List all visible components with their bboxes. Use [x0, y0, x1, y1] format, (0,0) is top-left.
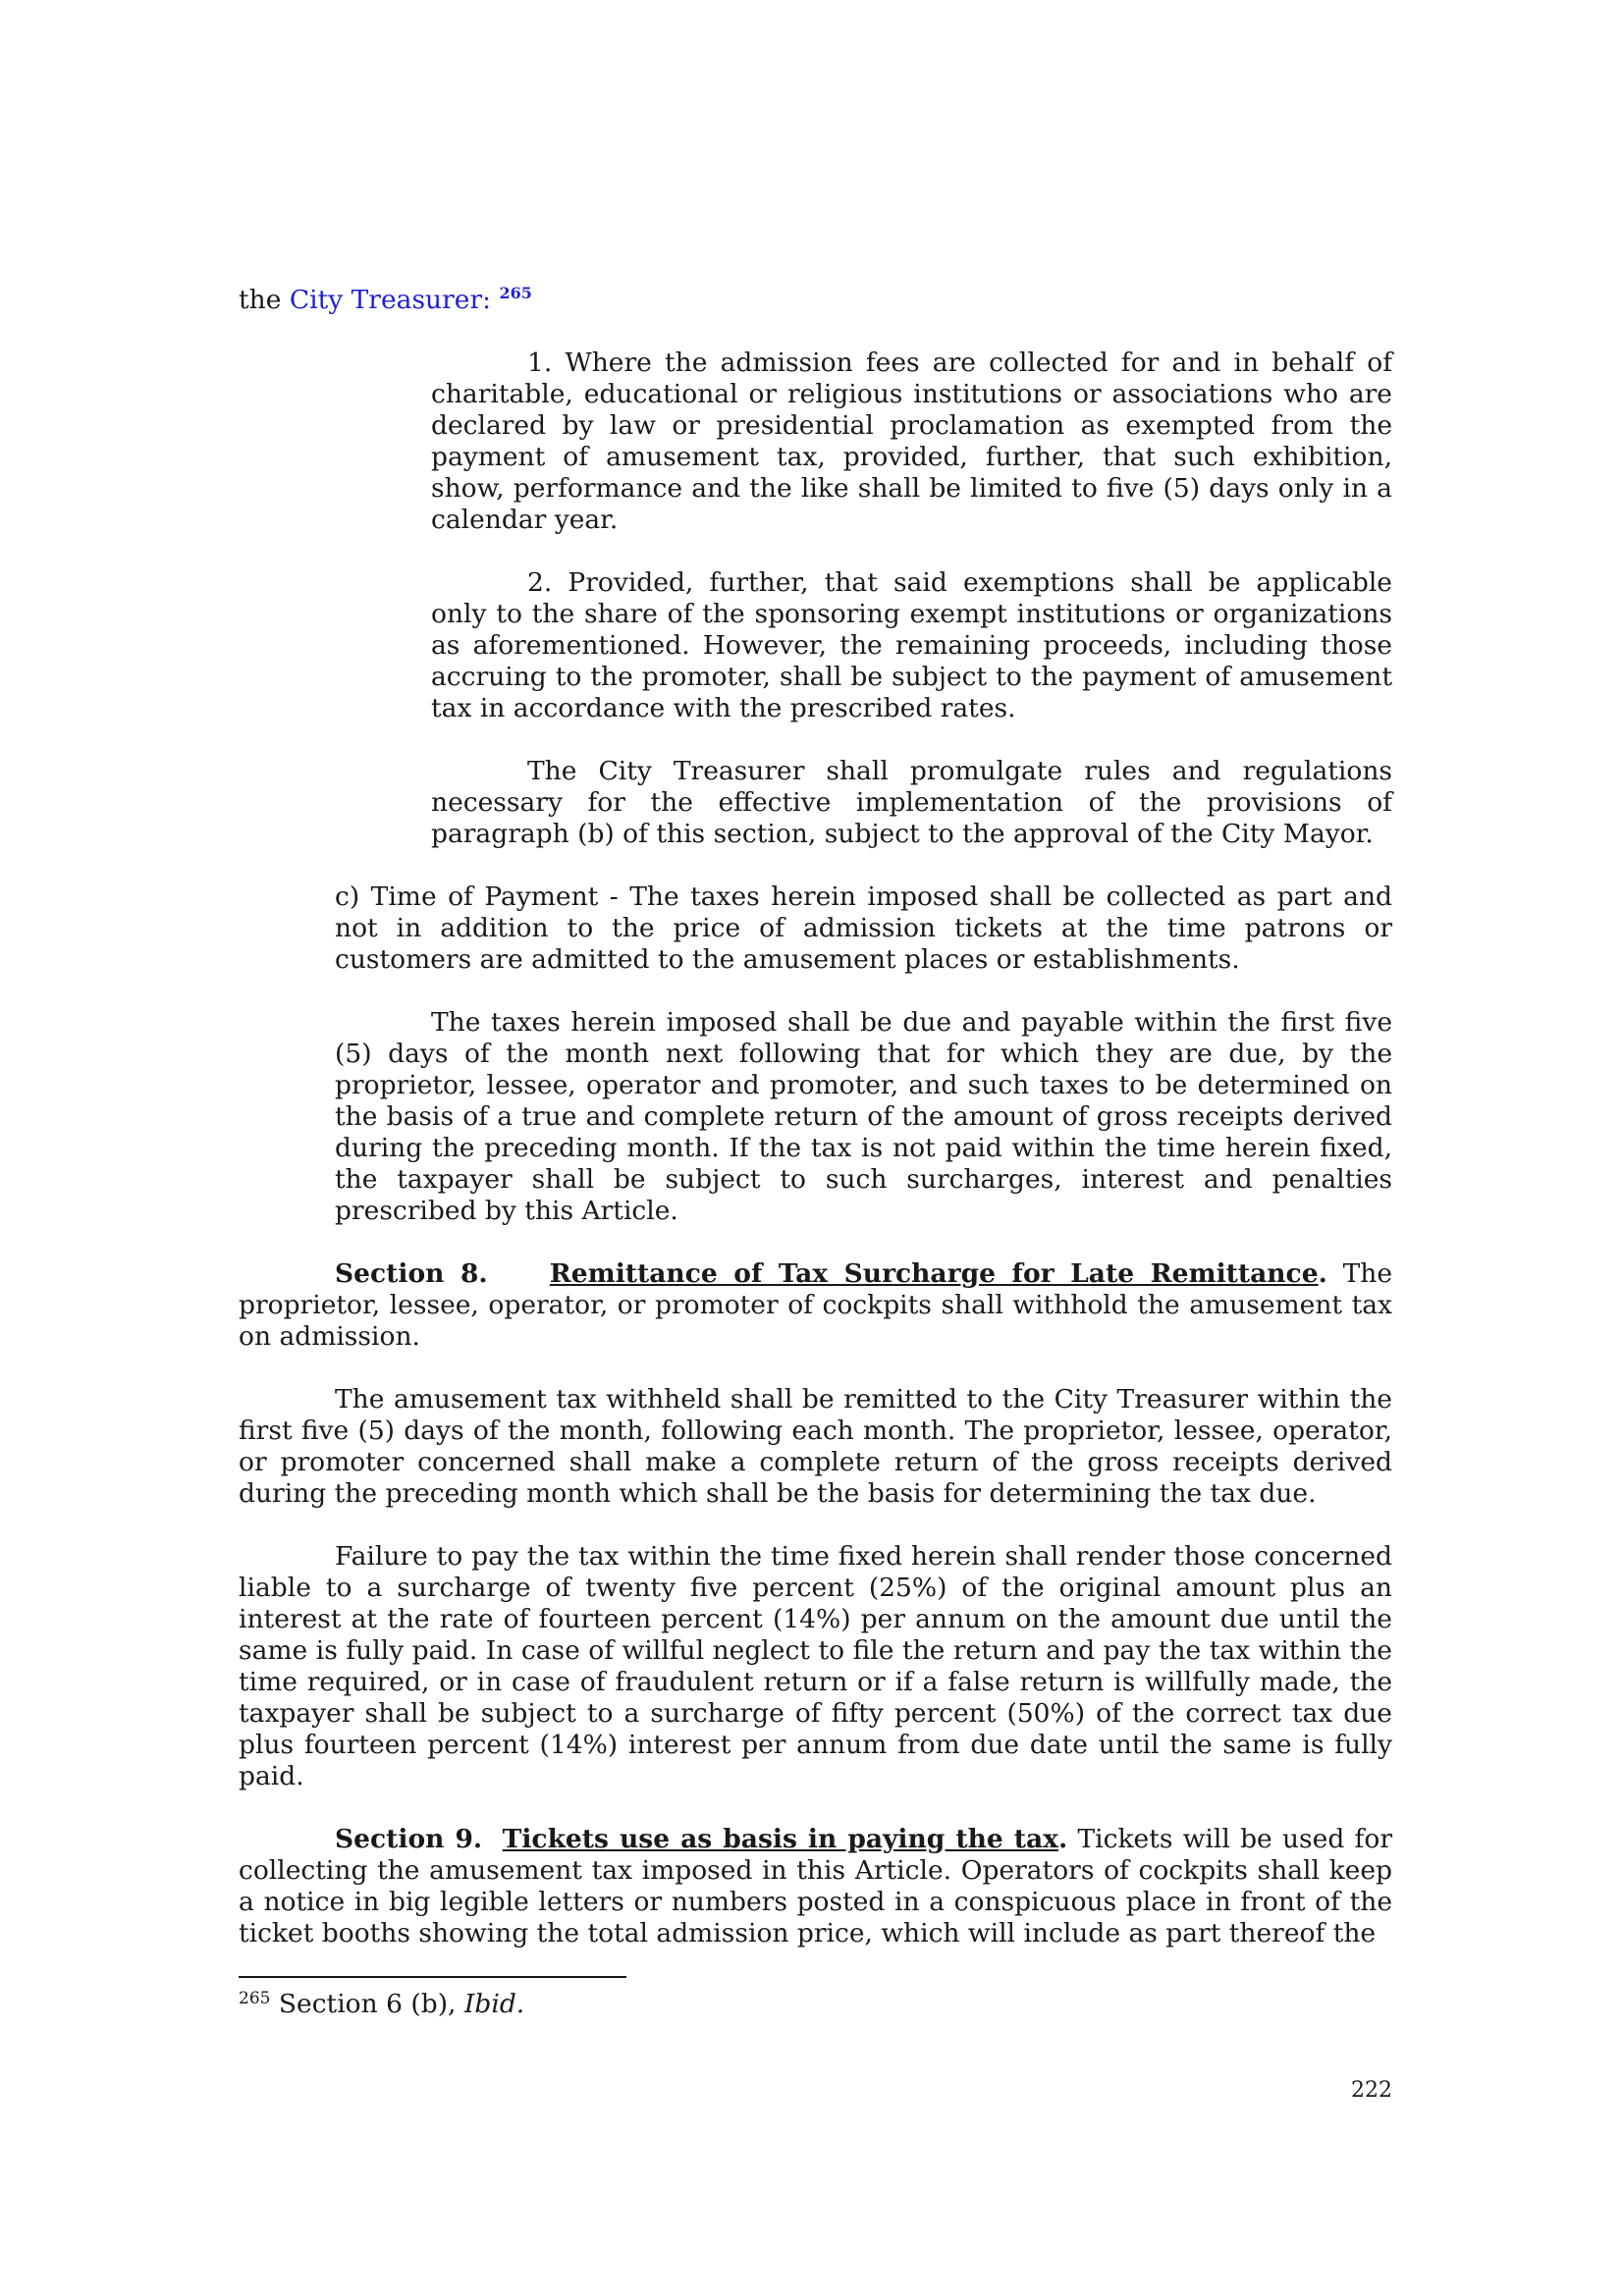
section-8-remittance-paragraph: The amusement tax withheld shall be remitted to the City Treasurer within the first five (5) days of the month, following each month. The proprietor, lessee, operator, or promoter concerned shall make a complete return of the gross receipts derived during the preceding month which shall be the basis for determining the tax due. [239, 1384, 1392, 1509]
section-9-title: Tickets use as basis in paying the tax [502, 1824, 1058, 1854]
subsection-c-time-of-payment: c) Time of Payment - The taxes herein imposed shall be collected as part and not in addition to the price of admission tickets at the time patrons or customers are admitted to the amusement places or establishments. [335, 881, 1392, 975]
footnote-265 [239, 1989, 524, 2020]
footnote-ref-265[interactable]: 265 [499, 284, 532, 302]
footnote-number: 265 [239, 1989, 271, 2008]
section-8-paragraph [239, 1258, 1392, 1353]
section-9-text: Tickets will be used for collecting the amusement tax imposed in this Article. Operators of cockpits shall keep a notice in big legible letters or numbers posted in a conspicuous place in front of the ticket booths showing the total admission price, which will include as part thereof the [239, 1824, 1392, 1949]
section-8-title-end: . [1318, 1258, 1327, 1289]
exemption-item-2: 2. Provided, further, that said exemptions shall be applicable only to the share of the sponsoring exempt institutions or organizations as aforementioned. However, the remaining proceeds, including those accruing to the promoter, shall be subject to the payment of amusement tax in accordance with the prescribed rates. [431, 567, 1392, 723]
section-8-title: Remittance of Tax Surcharge for Late Remittance [549, 1258, 1319, 1289]
exemption-list [431, 347, 1392, 850]
section-8-number: Section 8. [335, 1258, 488, 1289]
section-8-surcharge-paragraph: Failure to pay the tax within the time fixed herein shall render those concerned liable to a surcharge of twenty five percent (25%) of the original amount plus an interest at the rate of fourteen percent (14%) per annum on the amount due until the same is fully paid. In case of willful neglect to file the return and pay the tax within the time required, or in case of fraudulent return or if a false return is willfully made, the taxpayer shall be subject to a surcharge of fifty percent (50%) of the correct tax due plus fourteen percent (14%) interest per annum from due date until the same is fully paid. [239, 1541, 1392, 1791]
intro-line [239, 285, 1392, 316]
section-9-title-end: . [1057, 1824, 1068, 1854]
footnote-text: Section 6 (b), [270, 1989, 464, 2019]
subsection-c-due-date-paragraph: The taxes herein imposed shall be due and payable within the first five (5) days of the month next following that for which they are due, by the proprietor, lessee, operator and promoter, and such taxes to be determined on the basis of a true and complete return of the amount of gross receipts derived during the preceding month. If the tax is not paid within the time herein fixed, the taxpayer shall be subject to such surcharges, interest and penalties prescribed by this Article. [335, 1007, 1392, 1226]
section-9-paragraph [239, 1824, 1392, 1949]
treasurer-rules-paragraph: The City Treasurer shall promulgate rules and regulations necessary for the effective implementation of the provisions of paragraph (b) of this section, subject to the approval of the City Mayor. [431, 756, 1392, 849]
page-body [239, 285, 1392, 1949]
city-treasurer-link[interactable]: City Treasurer: [289, 285, 492, 315]
page-number: 222 [1351, 2078, 1392, 2103]
exemption-item-1: 1. Where the admission fees are collected for and in behalf of charitable, educational or religious institutions or associations who are declared by law or presidential proclamation as exempted from the payment of amusement tax, provided, further, that such exhibition, show, performance and the like shall be limited to five (5) days only in a calendar year. [431, 347, 1392, 535]
footnote-source: Ibid. [463, 1989, 525, 2019]
section-8-text: The proprietor, lessee, operator, or promoter of cockpits shall withhold the amusement tax on admission. [239, 1258, 1393, 1352]
section-9-number: Section 9. [335, 1824, 483, 1854]
intro-prefix: the [239, 285, 290, 315]
footnote-divider [239, 1976, 626, 1978]
